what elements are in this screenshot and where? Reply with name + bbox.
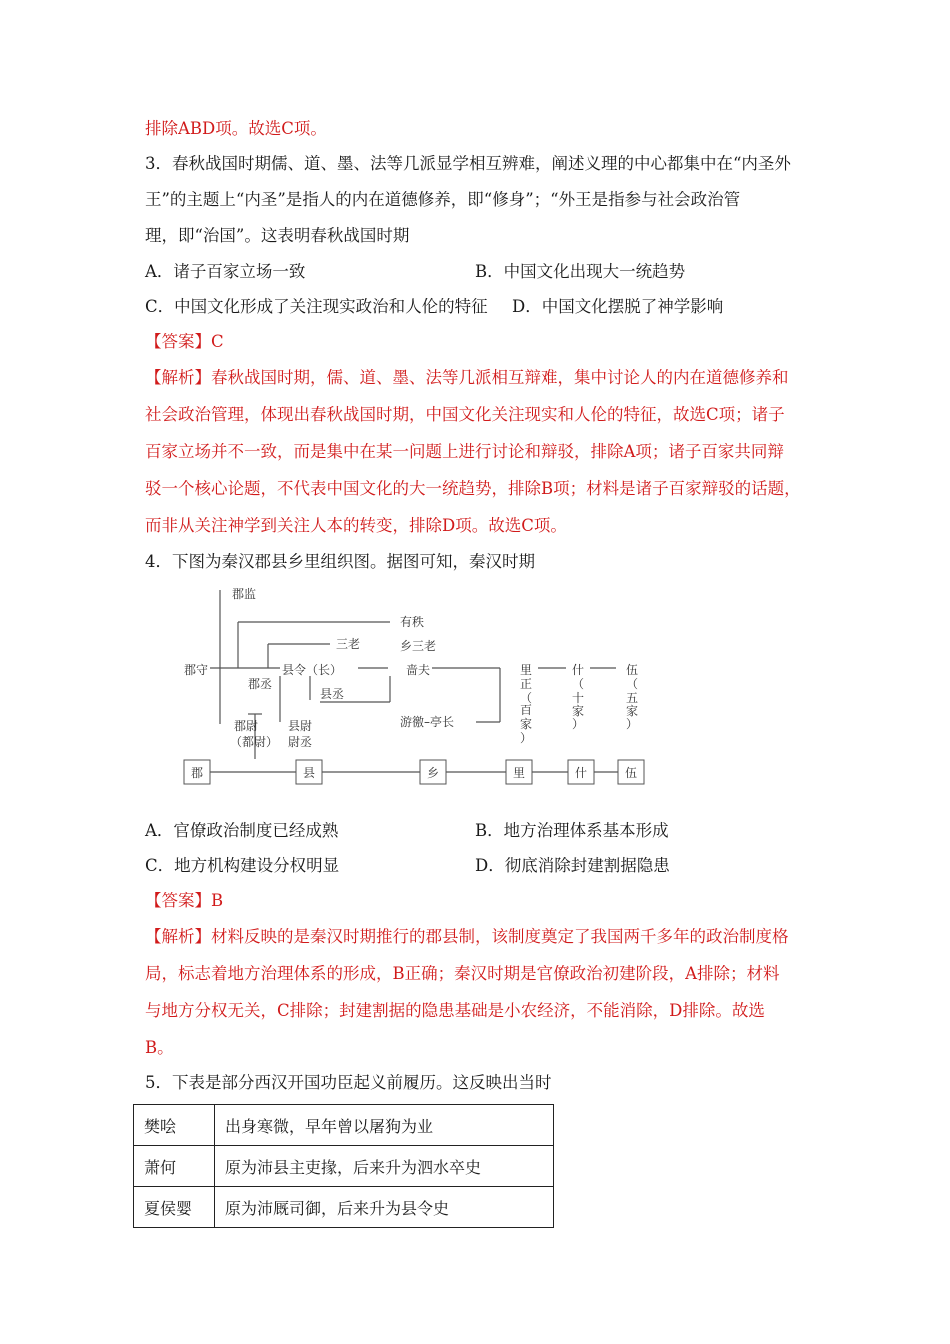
node-wu-5: ） xyxy=(626,717,639,731)
q3-option-b: B．中国文化出现大一统趋势 xyxy=(475,262,686,281)
node-wu-4: 家 xyxy=(626,704,639,718)
q4-option-c: C．地方机构建设分权明显 xyxy=(145,856,340,875)
q3-stem-line-3: 理，即“治国”。这表明春秋战国时期 xyxy=(145,226,410,245)
table-row xyxy=(134,1146,554,1187)
node-lizheng-4: 百 xyxy=(520,703,533,717)
box-shi: 什 xyxy=(575,766,588,780)
box-wu: 伍 xyxy=(625,766,638,780)
q5-table xyxy=(133,1104,554,1228)
box-xiang: 乡 xyxy=(427,766,440,780)
table-cell-bio: 出身寒微，早年曾以屠狗为业 xyxy=(215,1105,554,1146)
box-jun: 郡 xyxy=(191,766,204,780)
org-chart-diagram xyxy=(170,584,650,789)
node-wu-2: （ xyxy=(626,677,639,691)
node-lizheng-1: 里 xyxy=(520,663,533,677)
q4-answer: 【答案】B xyxy=(145,891,224,910)
q4-analysis-line-1: 【解析】材料反映的是秦汉时期推行的郡县制，该制度奠定了我国两千多年的政治制度格 xyxy=(145,927,789,946)
node-xiancheng: 县丞 xyxy=(320,687,345,701)
q3-analysis-line-5: 而非从关注神学到关注人本的转变，排除D项。故选C项。 xyxy=(145,516,567,535)
q4-analysis-line-2: 局，标志着地方治理体系的形成，B正确；秦汉时期是官僚政治初建阶段，A排除；材料 xyxy=(145,964,780,983)
table-cell-bio: 原为沛厩司御，后来升为县令史 xyxy=(215,1187,554,1228)
table-cell-name: 樊哙 xyxy=(134,1105,215,1146)
node-junjian: 郡监 xyxy=(232,587,257,601)
node-shi-1: 什 xyxy=(572,663,585,677)
node-weicheng: 尉丞 xyxy=(288,735,313,749)
q3-option-d: D．中国文化摆脱了神学影响 xyxy=(512,297,724,316)
q3-option-c: C．中国文化形成了关注现实政治和人伦的特征 xyxy=(145,297,488,316)
table-row xyxy=(134,1105,554,1146)
node-junshou: 郡守 xyxy=(184,663,209,677)
node-junwei-paren: （都尉） xyxy=(230,735,279,749)
q4-stem: 4．下图为秦汉郡县乡里组织图。据图可知，秦汉时期 xyxy=(145,552,535,571)
node-shi-5: ） xyxy=(572,717,585,731)
table-cell-name: 萧何 xyxy=(134,1146,215,1187)
q3-stem-line-1: 3．春秋战国时期儒、道、墨、法等几派显学相互辨难，阐述义理的中心都集中在“内圣外 xyxy=(145,154,791,173)
table-cell-bio: 原为沛县主吏掾，后来升为泗水卒史 xyxy=(215,1146,554,1187)
node-shi-3: 十 xyxy=(572,691,585,705)
q4-analysis-line-4: B。 xyxy=(145,1038,174,1057)
q3-stem-line-2: 王”的主题上“内圣”是指人的内在道德修养，即“修身”；“外王是指参与社会政治管 xyxy=(145,190,741,209)
node-sanlao: 三老 xyxy=(336,637,361,651)
q4-option-d: D．彻底消除封建割据隐患 xyxy=(475,856,670,875)
node-youjiao-tingzhang: 游徼–亭长 xyxy=(400,715,455,729)
q3-analysis-line-4: 驳一个核心论题，不代表中国文化的大一统趋势，排除B项；材料是诸子百家辩驳的话题， xyxy=(145,479,801,498)
node-junwei: 郡尉 xyxy=(234,719,259,733)
prev-conclusion: 排除ABD项。故选C项。 xyxy=(145,119,327,138)
node-wu-1: 伍 xyxy=(626,663,639,677)
q5-stem: 5．下表是部分西汉开国功臣起义前履历。这反映出当时 xyxy=(145,1073,552,1092)
q3-analysis-line-2: 社会政治管理，体现出春秋战国时期，中国文化关注现实和人伦的特征，故选C项；诸子 xyxy=(145,405,785,424)
q3-analysis-line-3: 百家立场并不一致，而是集中在某一问题上进行讨论和辩驳，排除A项；诸子百家共同辩 xyxy=(145,442,784,461)
node-juncheng: 郡丞 xyxy=(248,677,273,691)
table-row xyxy=(134,1187,554,1228)
node-lizheng-6: ） xyxy=(520,731,533,745)
box-li: 里 xyxy=(513,766,526,780)
node-lizheng-5: 家 xyxy=(520,717,533,731)
q3-answer: 【答案】C xyxy=(145,332,224,351)
node-xiangsanlao: 乡三老 xyxy=(400,639,437,653)
node-sefu: 啬夫 xyxy=(406,663,431,677)
node-lizheng-3: （ xyxy=(520,691,533,705)
box-xian: 县 xyxy=(303,766,316,780)
node-shi-2: （ xyxy=(572,677,585,691)
node-lizheng-2: 正 xyxy=(520,677,533,691)
q4-analysis-line-3: 与地方分权无关，C排除；封建割据的隐患基础是小农经济，不能消除，D排除。故选 xyxy=(145,1001,765,1020)
node-xianling: 县令（长） xyxy=(282,663,343,677)
node-youzhi: 有秩 xyxy=(400,615,425,629)
q4-option-b: B．地方治理体系基本形成 xyxy=(475,821,669,840)
q3-analysis-line-1: 【解析】春秋战国时期，儒、道、墨、法等几派相互辩难，集中讨论人的内在道德修养和 xyxy=(145,368,789,387)
table-cell-name: 夏侯婴 xyxy=(134,1187,215,1228)
node-shi-4: 家 xyxy=(572,704,585,718)
q4-option-a: A．官僚政治制度已经成熟 xyxy=(145,821,339,840)
node-xianwei: 县尉 xyxy=(288,719,313,733)
q3-option-a: A．诸子百家立场一致 xyxy=(145,262,306,281)
node-wu-3: 五 xyxy=(626,691,639,705)
